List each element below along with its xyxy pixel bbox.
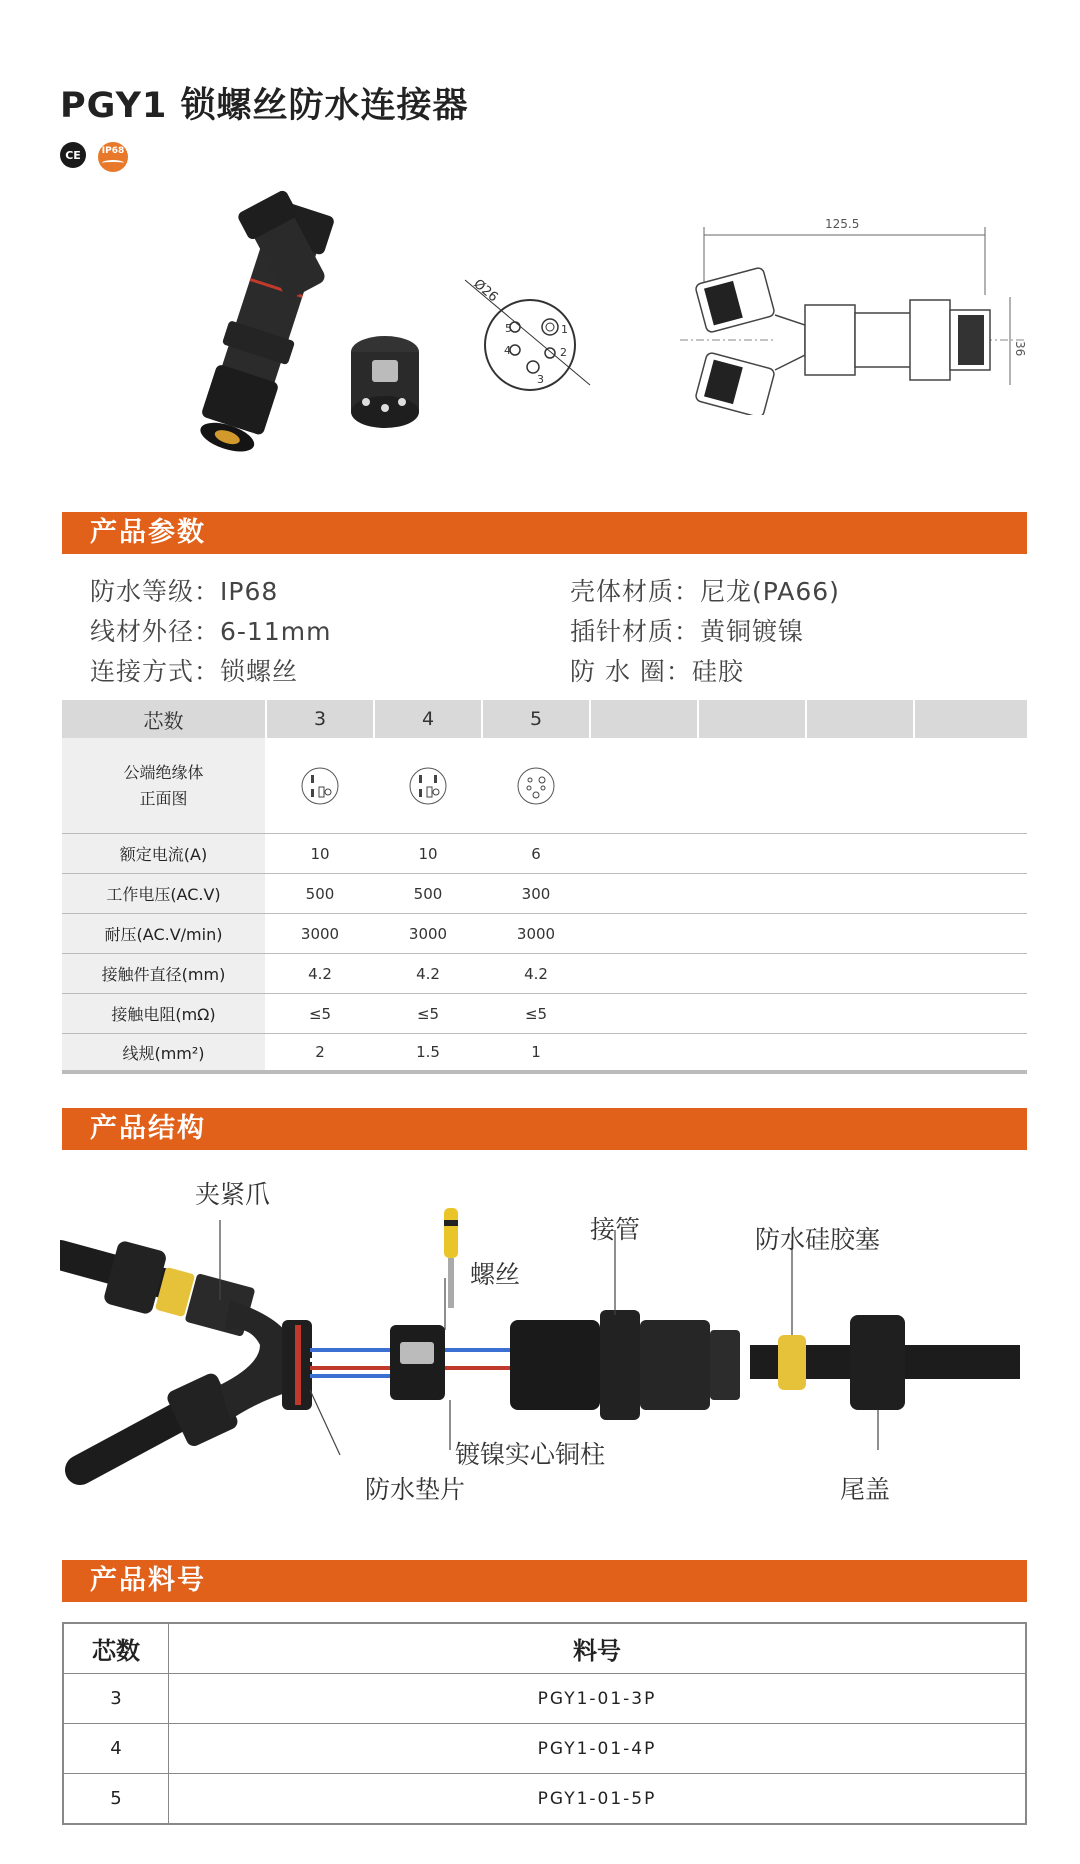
height-dimension: 36 [1013, 341, 1027, 357]
param-connection: 连接方式：锁螺丝 [90, 657, 299, 686]
ip68-badge-icon: IP68 [98, 142, 128, 172]
label-nickel-pins: 镀镍实心铜柱 [455, 1440, 606, 1469]
param-waterproof: 防水等级：IP68 [90, 577, 279, 606]
table-row [64, 1674, 1026, 1724]
pin-label-4: 4 [504, 344, 511, 357]
spec-row-current [62, 834, 1027, 874]
value-cell: 300 [521, 884, 551, 903]
face-3pin [270, 738, 370, 833]
face-label-line1: 公端绝缘体 [123, 762, 204, 782]
length-dimension: 125.5 [825, 217, 860, 231]
header-col-empty [807, 700, 913, 738]
face-5pin [486, 738, 586, 833]
value-cell: 10 [418, 844, 438, 863]
param-seal: 防 水 圈：硅胶 [570, 657, 744, 686]
part-header-cores: 芯数 [64, 1624, 169, 1674]
part-number-cell: PGY1-01-4P [169, 1724, 1026, 1774]
page-title: PGY1 锁螺丝防水连接器 [60, 86, 469, 126]
part-cores-cell: 5 [64, 1774, 169, 1824]
part-cores-cell: 4 [64, 1724, 169, 1774]
label-gasket: 防水垫片 [365, 1475, 466, 1504]
header-cores: 芯数 [62, 700, 265, 738]
value-cell: 4.2 [308, 964, 332, 983]
part-number-table [62, 1622, 1027, 1825]
spec-row-withstand [62, 914, 1027, 954]
pin-layout-diagram [455, 255, 605, 405]
spec-row-contact-diameter [62, 954, 1027, 994]
value-cell: 6 [531, 844, 541, 863]
table-row [64, 1724, 1026, 1774]
header-col-4: 4 [375, 700, 481, 738]
pin-label-1: 1 [561, 323, 568, 336]
spec-row-wire-gauge [62, 1034, 1027, 1074]
label-clamp: 夹紧爪 [195, 1180, 271, 1209]
label-screw: 螺丝 [470, 1260, 521, 1289]
part-header-number: 料号 [169, 1624, 1026, 1674]
header-col-3: 3 [267, 700, 373, 738]
value-cell: ≤5 [416, 1004, 440, 1023]
section-structure-header: 产品结构 [62, 1108, 1027, 1150]
table-row [64, 1774, 1026, 1824]
row-label-wire-gauge: 线规(mm²) [62, 1034, 265, 1070]
value-cell: 3000 [408, 924, 448, 943]
value-cell: 1 [531, 1043, 541, 1061]
value-cell: 1.5 [416, 1043, 440, 1061]
value-cell: 3000 [516, 924, 556, 943]
header-col-empty [699, 700, 805, 738]
face-label-line2: 正面图 [139, 788, 188, 808]
param-cable-od: 线材外径：6-11mm [90, 617, 332, 646]
value-cell: 500 [305, 884, 335, 903]
part-cores-cell: 3 [64, 1674, 169, 1724]
header-col-5: 5 [483, 700, 589, 738]
pin-label-3: 3 [537, 373, 544, 386]
value-cell: 4.2 [416, 964, 440, 983]
param-housing-material: 壳体材质：尼龙(PA66) [570, 577, 840, 606]
section-part-numbers-header: 产品料号 [62, 1560, 1027, 1602]
face-4pin-icon [408, 766, 448, 806]
section-params-header: 产品参数 [62, 512, 1027, 554]
label-tail-cap: 尾盖 [840, 1475, 891, 1504]
spec-row-resistance [62, 994, 1027, 1034]
param-pin-material: 插针材质：黄铜镀镍 [570, 617, 805, 646]
row-label-contact-diameter: 接触件直径(mm) [62, 954, 265, 993]
spec-header-row [62, 700, 1027, 738]
face-4pin [378, 738, 478, 833]
diameter-label: Ø26 [470, 276, 501, 306]
label-coupling: 接管 [590, 1215, 641, 1244]
face-label [62, 738, 265, 833]
value-cell: ≤5 [308, 1004, 332, 1023]
value-cell: 4.2 [524, 964, 548, 983]
value-cell: 10 [310, 844, 330, 863]
cert-badges [60, 142, 128, 172]
face-5pin-icon [516, 766, 556, 806]
header-col-empty [591, 700, 697, 738]
header-col-empty [915, 700, 1027, 738]
value-cell: 3000 [300, 924, 340, 943]
spec-row-face [62, 738, 1027, 834]
row-label-voltage: 工作电压(AC.V) [62, 874, 265, 913]
row-label-current: 额定电流(A) [62, 834, 265, 873]
spec-row-voltage [62, 874, 1027, 914]
pin-label-5: 5 [505, 322, 512, 335]
label-silicone-plug: 防水硅胶塞 [755, 1225, 881, 1254]
row-label-withstand: 耐压(AC.V/min) [62, 914, 265, 953]
part-number-cell: PGY1-01-3P [169, 1674, 1026, 1724]
value-cell: 2 [315, 1043, 325, 1061]
face-3pin-icon [300, 766, 340, 806]
product-photo [140, 180, 430, 470]
ce-mark-icon: CE [60, 142, 86, 168]
pin-label-2: 2 [560, 346, 567, 359]
value-cell: ≤5 [524, 1004, 548, 1023]
row-label-resistance: 接触电阻(mΩ) [62, 994, 265, 1033]
dimension-drawing [680, 215, 1040, 415]
part-number-cell: PGY1-01-5P [169, 1774, 1026, 1824]
value-cell: 500 [413, 884, 443, 903]
part-table-header [64, 1624, 1026, 1674]
